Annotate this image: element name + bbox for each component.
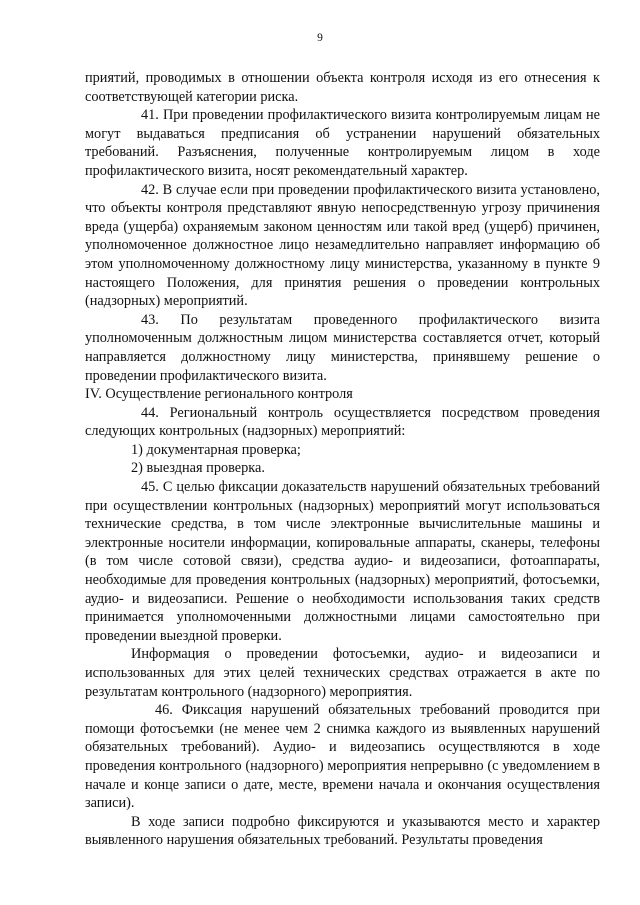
- paragraph-46: 46. Фиксация нарушений обязательных требований проводится при помощи фотосъемки (не менее чем 2 снимка каждого из выявленных нарушений обязательных требований). Аудио- и видеозапись осуществляются в ходе проведения контрольного (надзорного) мероприятия непрерывно (с уведомлением в начале и конце записи о дате, месте, времени начала и окончания осуществления записи).: [85, 702, 600, 812]
- paragraph-43: 43. По результатам проведенного профилактического визита уполномоченным должностным лицом министерства составляется отчет, который направляется должностному лицу министерства, принявшему решение о проведении профилактического визита.: [85, 311, 600, 384]
- paragraph-46-continuation: В ходе записи подробно фиксируются и указываются место и характер выявленного нарушения обязательных требований. Результаты проведения: [85, 813, 600, 849]
- paragraph-44: 44. Региональный контроль осуществляется посредством проведения следующих контрольных (надзорных) мероприятий:: [85, 404, 600, 440]
- paragraph-44-item-2: 2) выездная проверка.: [131, 460, 265, 477]
- paragraph-40-continuation: приятий, проводимых в отношении объекта контроля исходя из его отнесения к соответствующей категории риска.: [85, 70, 600, 105]
- paragraph-45: 45. С целью фиксации доказательств нарушений обязательных требований при осуществлении контрольных (надзорных) мероприятий могут использоваться технические средства, в том числе электронные вычислительные машины и электронные носители информации, копировальные аппараты, сканеры, телефоны (в том числе сотовой связи), средства аудио- и видеозаписи, фотоаппараты, необходимые для проведения контрольных (надзорных) мероприятий, фотосъемки, аудио- и видеозаписи. Решение о необходимости использования таких средств принимается уполномоченными должностными лицами самостоятельно при проведении выездной проверки.: [85, 479, 600, 644]
- paragraph-45-information: Информация о проведении фотосъемки, аудио- и видеозаписи и использованных для этих целей технических средствах отражается в акте по результатам контрольного (надзорного) мероприятия.: [85, 646, 600, 700]
- section-heading: IV. Осуществление регионального контроля: [85, 386, 353, 403]
- paragraph-44-item-1: 1) документарная проверка;: [131, 441, 301, 458]
- page-number: 9: [317, 32, 323, 44]
- document-body: [85, 69, 600, 850]
- paragraph-42: 42. В случае если при проведении профилактического визита установлено, что объекты контроля представляют явную непосредственную угрозу причинения вреда (ущерба) охраняемым законом ценностям или такой вред (ущерб) причинен, уполномоченное должностное лицо незамедлительно направляет информацию об этом уполномоченному должностному лицу министерства, указанному в пункте 9 настоящего Положения, для принятия решения о проведении контрольных (надзорных) мероприятий.: [85, 181, 600, 310]
- paragraph-41: 41. При проведении профилактического визита контролируемым лицам не могут выдаваться предписания об устранении нарушений обязательных требований. Разъяснения, полученные контролируемым лицом в ходе профилактического визита, носят рекомендательный характер.: [85, 107, 600, 179]
